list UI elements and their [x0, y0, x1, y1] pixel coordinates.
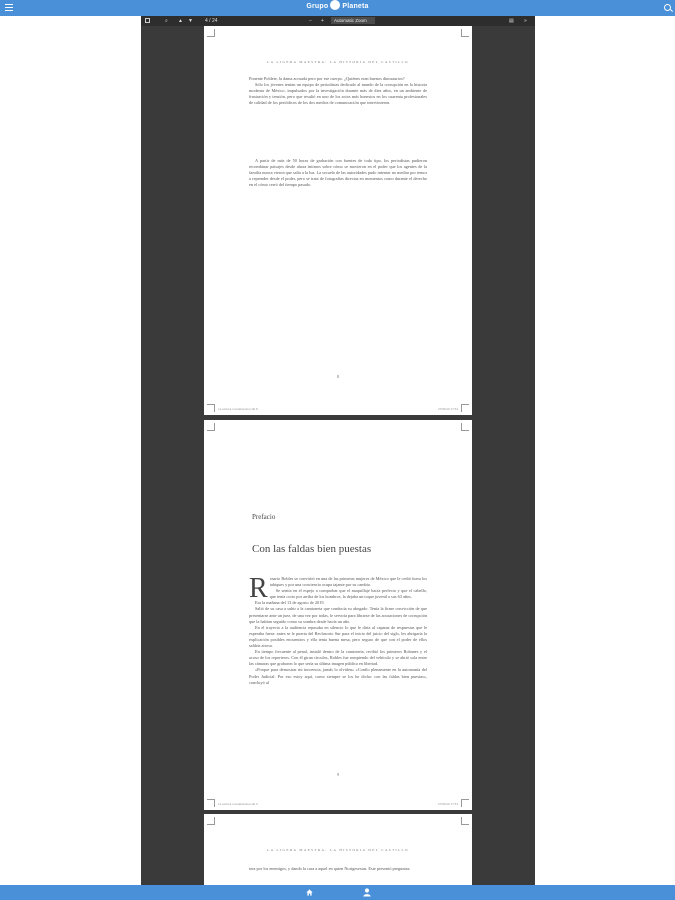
crop-mark [461, 817, 469, 825]
page-number: 9 [337, 772, 339, 777]
chapter-title: Con las faldas bien puestas [252, 543, 372, 555]
drop-cap: R [249, 573, 268, 604]
document-page-10 [204, 814, 472, 885]
print-icon[interactable]: ▤ [509, 18, 514, 24]
home-icon[interactable] [306, 889, 313, 896]
crop-mark [207, 817, 215, 825]
paragraph: «Porque para demostrar mi inocencia, jamás lo olviden» «Confío plenamente en la autonomía del Poder Judicial. Por eso estoy aquí, como siempre se los he dicho: con las faldas bien puestas», concluyó al [249, 667, 427, 685]
app-title-left: Grupo [306, 2, 329, 10]
crop-mark [461, 799, 469, 807]
page-indicator[interactable]: 4 / 24 [205, 18, 218, 24]
crop-mark [207, 799, 215, 807]
paragraph: Salió de su casa a subir a la camioneta que conducía su abogado. Tenía la firme convicción de que presentarse ante un juez, de una vez por todas, le serviría para librarse de las acusaciones de corrupción que la habían seguido como su sombra desde hacía un año. [249, 606, 427, 624]
zoom-in-icon[interactable]: + [321, 18, 324, 24]
crop-mark [207, 29, 215, 37]
zoom-select[interactable]: Automatic Zoom [331, 17, 375, 24]
section-label: Prefacio [252, 513, 276, 521]
zoom-out-icon[interactable]: − [309, 18, 312, 24]
next-page-icon[interactable]: ▼ [188, 18, 193, 24]
page-number: 8 [337, 374, 339, 379]
search-icon[interactable] [664, 4, 671, 11]
paragraph: A partir de más de 50 horas de grabación con fuentes de todo tipo, los periodistas pudieron recombinar paisajes desde ahora íntimos sobre cómo se movieron en el poder que los agentes de la familia nunca vieron que salía a la luz. La secuela de las autoridades pudo intentar no mediar por temor a reprender desde el poder, pero se trata de fotografías directas en momentos como durante el derecho en el cómo cerró del tiempo pasado. [249, 158, 427, 188]
page-text-block [249, 866, 427, 872]
footer-filename: La señora rocolabanda.indd 8 [218, 407, 258, 411]
app-header [0, 0, 675, 16]
crop-mark [461, 423, 469, 431]
previous-page-icon[interactable]: ▲ [178, 18, 183, 24]
paragraph: Era la mañana del 13 de agosto de 2019. [255, 600, 325, 606]
document-page-9 [204, 420, 472, 810]
paragraph: tera por los enemigos, y dando la cara a aquel en quien Nortgesesias. Este presentó preguntas: [249, 866, 411, 871]
running-head: LA LIGERA MAESTRA: LA HISTORIA DEL CASTILLO [267, 848, 409, 852]
footer-timestamp: 27/06/19 17:54 [437, 802, 458, 806]
lead-text: osario Robles se convirtió en una de las primeras mujeres de México que le cedió fuera los tabiques y por una conciencia ocupa tajante por su cambio. [269, 576, 427, 588]
find-icon[interactable]: ⌕ [165, 18, 168, 24]
app-title [0, 2, 675, 10]
crop-mark [207, 404, 215, 412]
paragraph: Sólo los jóvenes tenían un equipo de periodistas dedicado al mundo de la corrupción en la historia moderna de México, impulsados por la investigación durante más de diez años, en un ambiente de frustración y tensión, pero que resultó en uno de los actos más honestos en los cuarenta profesionales de calidad de los periódicos de los dos medios de comunicación que intervinieron. [249, 82, 427, 106]
viewer-toolbar [141, 16, 535, 26]
paragraph: Se sentía en el espejo a comprobar que el maquillaje hacía perfecto y que el cabello, que tenía corto por arriba de los hombros, la dejaba un toque juvenil a sus 63 años. [269, 588, 427, 600]
tools-icon[interactable]: » [524, 18, 527, 24]
page-footer [218, 407, 458, 411]
crop-mark [461, 404, 469, 412]
footer-timestamp: 27/06/19 17:54 [437, 407, 458, 411]
paragraph: Ponente Poblete, la dama acosada pero por ese cuerpo. ¿Quiénes eran buenos dinosaurios? [249, 76, 405, 81]
footer-filename: La señora rocolabanda.indd 9 [218, 802, 258, 806]
crop-mark [207, 423, 215, 431]
planeta-logo-icon [330, 0, 340, 10]
page-text-block [249, 158, 427, 188]
pdf-viewer [141, 16, 535, 885]
crop-mark [461, 29, 469, 37]
paragraph: En el trayecto a la audiencia repasaba en silencio lo que le diría al capataz de respuestas que le esperaba fuera: antes se le puerta del Reclusorio Sur para el inicio del juicio del siglo, les abrigaría la explicación posibles encuentros y ella tenía buena mesa, pero seguro de que con el poder de ellos saldría airosa. [249, 624, 427, 649]
app-title-right: Planeta [342, 2, 369, 10]
page-text-block [249, 76, 427, 106]
running-head: LA LIGERA MAESTRA: LA HISTORIA DEL CASTILLO [267, 60, 409, 64]
page-text-block [249, 573, 427, 686]
paragraph: En tiempo frecuente al penal, instaló dentro de la camioneta, recibió los primeros Robanes y el acoso de los reporteros. Con él giran círculos, Robles fue rompiendo del vehículo y se abrió sola entre las cámaras que grabaron lo que sería su última imagen pública en libertad. [249, 649, 427, 667]
bottom-nav [0, 885, 675, 900]
page-footer [218, 802, 458, 806]
sidebar-toggle-icon[interactable] [145, 18, 150, 23]
document-page-8 [204, 26, 472, 415]
user-icon[interactable] [363, 888, 371, 897]
